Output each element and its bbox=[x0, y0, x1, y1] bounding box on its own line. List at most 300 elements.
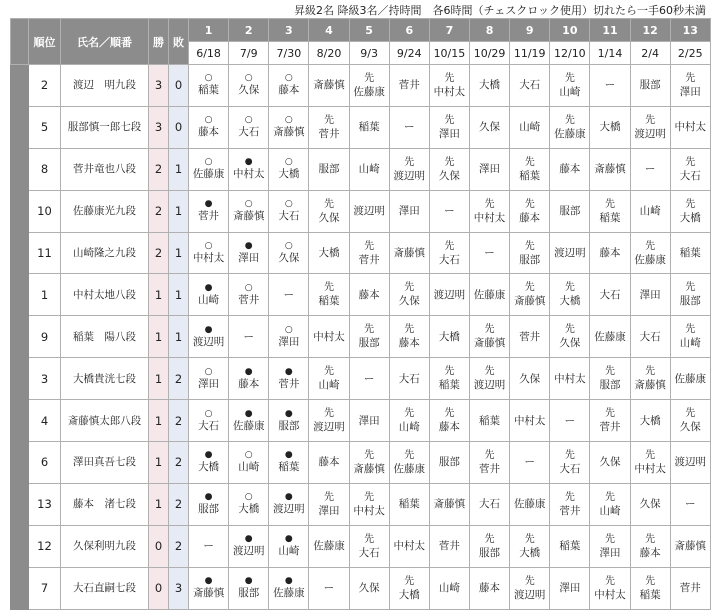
game-cell bbox=[309, 106, 349, 148]
game-cell bbox=[229, 525, 269, 567]
game-cell bbox=[510, 148, 550, 190]
opponent-name: ー bbox=[283, 288, 295, 301]
game-cell bbox=[429, 106, 469, 148]
row-marker bbox=[11, 358, 29, 400]
round-date: 6/18 bbox=[189, 42, 229, 65]
sente-mark: 先 bbox=[564, 449, 575, 461]
round-number-header: 5 bbox=[349, 19, 389, 42]
game-cell bbox=[349, 148, 389, 190]
loss-mark: ● bbox=[204, 576, 213, 587]
rank-cell: 7 bbox=[29, 567, 61, 609]
opponent-name: 大橋 bbox=[599, 121, 621, 134]
round-number-header: 3 bbox=[269, 19, 309, 42]
opponent-name: 稲葉 bbox=[599, 211, 621, 224]
table-row bbox=[11, 274, 711, 316]
round-date: 9/3 bbox=[349, 42, 389, 65]
sente-mark: 先 bbox=[404, 324, 415, 336]
player-name: 大石直嗣七段 bbox=[61, 567, 149, 609]
opponent-name: 渡辺明 bbox=[674, 456, 706, 469]
game-cell bbox=[389, 400, 429, 442]
row-marker bbox=[11, 567, 29, 609]
game-cell bbox=[309, 400, 349, 442]
game-cell bbox=[189, 316, 229, 358]
game-cell bbox=[510, 316, 550, 358]
table-row bbox=[11, 65, 711, 107]
opponent-name: 菅井 bbox=[358, 253, 380, 266]
game-cell bbox=[550, 190, 590, 232]
game-cell bbox=[469, 65, 509, 107]
wins-cell: 0 bbox=[149, 525, 169, 567]
opponent-name: 久保 bbox=[398, 295, 420, 308]
loss-mark: ● bbox=[204, 450, 213, 461]
loss-mark: ● bbox=[284, 450, 293, 461]
game-cell bbox=[590, 483, 630, 525]
opponent-name: 菅井 bbox=[278, 377, 300, 390]
wins-cell: 3 bbox=[149, 106, 169, 148]
opponent-name: ー bbox=[644, 163, 656, 176]
opponent-name: 大石 bbox=[278, 210, 300, 223]
game-cell bbox=[510, 274, 550, 316]
win-mark: ○ bbox=[244, 492, 253, 503]
sente-mark: 先 bbox=[484, 198, 495, 210]
game-cell bbox=[550, 525, 590, 567]
game-cell bbox=[229, 316, 269, 358]
game-cell bbox=[389, 316, 429, 358]
opponent-name: 渡辺明 bbox=[513, 588, 546, 601]
rank-cell: 2 bbox=[29, 65, 61, 107]
wins-cell: 1 bbox=[149, 358, 169, 400]
game-cell bbox=[349, 358, 389, 400]
round-date: 2/25 bbox=[670, 42, 710, 65]
opponent-name: 大石 bbox=[599, 288, 621, 301]
game-cell bbox=[510, 106, 550, 148]
opponent-name: 稲葉 bbox=[198, 84, 220, 97]
table-row bbox=[11, 148, 711, 190]
header-wins: 勝 bbox=[149, 19, 169, 65]
sente-mark: 先 bbox=[404, 156, 415, 168]
table-row bbox=[11, 232, 711, 274]
game-cell bbox=[189, 106, 229, 148]
sente-mark: 先 bbox=[604, 198, 615, 210]
sente-mark: 先 bbox=[604, 491, 615, 503]
game-cell bbox=[309, 148, 349, 190]
player-name: 藤本 渚七段 bbox=[61, 483, 149, 525]
table-row bbox=[11, 358, 711, 400]
opponent-name: 斎藤慎 bbox=[273, 126, 305, 139]
game-cell bbox=[429, 65, 469, 107]
loss-mark: ● bbox=[284, 366, 293, 377]
wins-cell: 1 bbox=[149, 483, 169, 525]
opponent-name: ー bbox=[363, 372, 375, 385]
opponent-name: ー bbox=[323, 582, 335, 595]
game-cell bbox=[229, 148, 269, 190]
rank-cell: 8 bbox=[29, 148, 61, 190]
opponent-name: 澤田 bbox=[679, 85, 701, 98]
sente-mark: 先 bbox=[364, 72, 375, 84]
sente-mark: 先 bbox=[484, 533, 495, 545]
opponent-name: 久保 bbox=[238, 84, 260, 97]
sente-mark: 先 bbox=[444, 156, 455, 168]
game-cell bbox=[309, 483, 349, 525]
game-cell bbox=[189, 442, 229, 484]
game-cell bbox=[349, 525, 389, 567]
rank-cell: 10 bbox=[29, 190, 61, 232]
losses-cell: 1 bbox=[169, 190, 189, 232]
opponent-name: 大石 bbox=[358, 546, 380, 559]
win-mark: ○ bbox=[284, 73, 293, 84]
opponent-name: 大橋 bbox=[318, 247, 340, 259]
opponent-name: 渡辺明 bbox=[313, 421, 345, 434]
sente-mark: 先 bbox=[685, 282, 696, 294]
game-cell bbox=[550, 400, 590, 442]
opponent-name: 大橋 bbox=[398, 588, 420, 601]
opponent-name: 大石 bbox=[639, 330, 661, 343]
sente-mark: 先 bbox=[685, 156, 696, 168]
game-cell bbox=[550, 567, 590, 609]
game-cell bbox=[469, 400, 509, 442]
losses-cell: 1 bbox=[169, 148, 189, 190]
opponent-name: 稲葉 bbox=[679, 247, 701, 259]
rank-cell: 1 bbox=[29, 274, 61, 316]
game-cell bbox=[590, 232, 630, 274]
sente-mark: 先 bbox=[645, 114, 656, 126]
sente-mark: 先 bbox=[404, 282, 415, 294]
game-cell bbox=[630, 400, 670, 442]
opponent-name: 中村太 bbox=[594, 588, 626, 601]
game-cell bbox=[269, 400, 309, 442]
win-mark: ○ bbox=[284, 199, 293, 210]
game-cell bbox=[389, 65, 429, 107]
opponent-name: 服部 bbox=[318, 163, 340, 176]
game-cell bbox=[630, 232, 670, 274]
game-cell bbox=[189, 190, 229, 232]
loss-mark: ● bbox=[284, 492, 293, 503]
game-cell bbox=[670, 483, 710, 525]
game-cell bbox=[590, 65, 630, 107]
game-cell bbox=[309, 190, 349, 232]
rank-cell: 6 bbox=[29, 442, 61, 484]
sente-mark: 先 bbox=[323, 366, 334, 378]
wins-cell: 2 bbox=[149, 232, 169, 274]
player-name: 斎藤慎太郎八段 bbox=[61, 400, 149, 442]
win-mark: ○ bbox=[244, 115, 253, 126]
row-marker bbox=[11, 274, 29, 316]
wins-cell: 2 bbox=[149, 190, 169, 232]
game-cell bbox=[309, 525, 349, 567]
opponent-name: 斎藤慎 bbox=[232, 210, 265, 223]
opponent-name: 大橋 bbox=[639, 414, 661, 427]
player-name: 菅井竜也八段 bbox=[61, 148, 149, 190]
win-mark: ○ bbox=[204, 408, 213, 419]
opponent-name: 中村太 bbox=[674, 121, 706, 134]
game-cell bbox=[429, 190, 469, 232]
game-cell bbox=[469, 190, 509, 232]
opponent-name: 佐藤康 bbox=[674, 372, 706, 385]
game-cell bbox=[630, 106, 670, 148]
game-cell bbox=[510, 442, 550, 484]
opponent-name: 斎藤慎 bbox=[513, 295, 546, 308]
game-cell bbox=[550, 316, 590, 358]
opponent-name: 大橋 bbox=[238, 503, 260, 516]
header-name: 氏名／順番 bbox=[61, 19, 149, 65]
header-corner bbox=[11, 19, 29, 65]
loss-mark: ● bbox=[244, 157, 253, 168]
sente-mark: 先 bbox=[524, 198, 535, 210]
game-cell bbox=[229, 358, 269, 400]
sente-mark: 先 bbox=[364, 240, 375, 252]
game-cell bbox=[630, 190, 670, 232]
opponent-name: 斎藤慎 bbox=[473, 337, 506, 350]
row-marker bbox=[11, 106, 29, 148]
player-name: 久保利明九段 bbox=[61, 525, 149, 567]
round-number-header: 9 bbox=[510, 19, 550, 42]
opponent-name: 澤田 bbox=[238, 252, 260, 264]
game-cell bbox=[590, 190, 630, 232]
game-cell bbox=[469, 442, 509, 484]
sente-mark: 先 bbox=[404, 408, 415, 420]
opponent-name: 渡辺明 bbox=[473, 379, 506, 392]
row-marker bbox=[11, 400, 29, 442]
wins-cell: 1 bbox=[149, 274, 169, 316]
sente-mark: 先 bbox=[323, 282, 334, 294]
game-cell bbox=[389, 274, 429, 316]
rank-cell: 4 bbox=[29, 400, 61, 442]
sente-mark: 先 bbox=[564, 114, 575, 126]
game-cell bbox=[269, 274, 309, 316]
sente-mark: 先 bbox=[484, 366, 495, 378]
opponent-name: 澤田 bbox=[438, 127, 460, 140]
game-cell bbox=[429, 232, 469, 274]
round-number-header: 13 bbox=[670, 19, 710, 42]
game-cell bbox=[429, 358, 469, 400]
sente-mark: 先 bbox=[323, 114, 334, 126]
game-cell bbox=[269, 190, 309, 232]
opponent-name: 大石 bbox=[438, 253, 460, 266]
opponent-name: 菅井 bbox=[398, 79, 420, 92]
opponent-name: 大石 bbox=[398, 372, 420, 385]
round-date: 7/9 bbox=[229, 42, 269, 65]
player-name: 澤田真吾七段 bbox=[61, 442, 149, 484]
table-row bbox=[11, 400, 711, 442]
rank-cell: 11 bbox=[29, 232, 61, 274]
game-cell bbox=[670, 106, 710, 148]
round-date: 11/19 bbox=[510, 42, 550, 65]
game-cell bbox=[349, 65, 389, 107]
rank-cell: 3 bbox=[29, 358, 61, 400]
table-row bbox=[11, 106, 711, 148]
win-mark: ○ bbox=[204, 241, 213, 251]
opponent-name: 佐藤康 bbox=[353, 85, 385, 98]
loss-mark: ● bbox=[244, 534, 253, 545]
game-cell bbox=[189, 232, 229, 274]
header-losses: 敗 bbox=[169, 19, 189, 65]
opponent-name: 大石 bbox=[559, 462, 581, 475]
wins-cell: 1 bbox=[149, 316, 169, 358]
game-cell bbox=[670, 232, 710, 274]
opponent-name: 大橋 bbox=[479, 79, 501, 92]
game-cell bbox=[550, 274, 590, 316]
sente-mark: 先 bbox=[604, 533, 615, 545]
opponent-name: 澤田 bbox=[198, 377, 220, 390]
game-cell bbox=[469, 567, 509, 609]
loss-mark: ● bbox=[204, 492, 213, 503]
win-mark: ○ bbox=[244, 282, 253, 293]
opponent-name: 服部 bbox=[278, 419, 300, 432]
game-cell bbox=[309, 567, 349, 609]
opponent-name: 服部 bbox=[559, 205, 581, 218]
round-number-header: 10 bbox=[550, 19, 590, 42]
opponent-name: 大石 bbox=[238, 126, 260, 139]
opponent-name: 菅井 bbox=[198, 210, 220, 223]
game-cell bbox=[590, 358, 630, 400]
game-cell bbox=[429, 483, 469, 525]
game-cell bbox=[309, 442, 349, 484]
opponent-name: 藤本 bbox=[398, 337, 420, 350]
sente-mark: 先 bbox=[524, 575, 535, 587]
game-cell bbox=[229, 274, 269, 316]
header-rank: 順位 bbox=[29, 19, 61, 65]
opponent-name: 澤田 bbox=[479, 163, 501, 176]
game-cell bbox=[630, 442, 670, 484]
game-cell bbox=[429, 442, 469, 484]
rank-cell: 13 bbox=[29, 483, 61, 525]
game-cell bbox=[510, 232, 550, 274]
game-cell bbox=[269, 567, 309, 609]
sente-mark: 先 bbox=[323, 408, 334, 420]
game-cell bbox=[510, 567, 550, 609]
row-marker bbox=[11, 148, 29, 190]
opponent-name: 大橋 bbox=[198, 461, 220, 474]
sente-mark: 先 bbox=[685, 198, 696, 210]
round-date: 12/10 bbox=[550, 42, 590, 65]
opponent-name: ー bbox=[685, 498, 696, 511]
opponent-name: 澤田 bbox=[398, 205, 420, 218]
row-marker bbox=[11, 65, 29, 107]
opponent-name: 藤本 bbox=[599, 247, 621, 259]
opponent-name: 藤本 bbox=[479, 582, 501, 595]
game-cell bbox=[550, 483, 590, 525]
win-mark: ○ bbox=[204, 115, 213, 126]
opponent-name: 渡辺明 bbox=[634, 127, 666, 140]
game-cell bbox=[469, 148, 509, 190]
game-cell bbox=[389, 442, 429, 484]
sente-mark: 先 bbox=[604, 575, 615, 587]
win-mark: ○ bbox=[204, 73, 213, 84]
row-marker bbox=[11, 442, 29, 484]
game-cell bbox=[349, 106, 389, 148]
win-mark: ○ bbox=[244, 450, 253, 461]
sente-mark: 先 bbox=[444, 114, 455, 126]
game-cell bbox=[630, 567, 670, 609]
opponent-name: 斎藤慎 bbox=[594, 163, 626, 176]
game-cell bbox=[229, 442, 269, 484]
opponent-name: 中村太 bbox=[634, 462, 666, 475]
opponent-name: 稲葉 bbox=[479, 414, 501, 427]
game-cell bbox=[309, 65, 349, 107]
game-cell bbox=[229, 483, 269, 525]
game-cell bbox=[389, 525, 429, 567]
sente-mark: 先 bbox=[604, 408, 615, 420]
wins-cell: 1 bbox=[149, 400, 169, 442]
header-row-rounds bbox=[11, 19, 711, 42]
opponent-name: 菅井 bbox=[479, 462, 501, 475]
round-date: 10/29 bbox=[469, 42, 509, 65]
game-cell bbox=[189, 400, 229, 442]
opponent-name: 藤本 bbox=[318, 456, 340, 469]
round-date: 1/14 bbox=[590, 42, 630, 65]
sente-mark: 先 bbox=[364, 533, 375, 545]
game-cell bbox=[269, 65, 309, 107]
sente-mark: 先 bbox=[444, 366, 455, 378]
opponent-name: 稲葉 bbox=[639, 588, 661, 601]
losses-cell: 1 bbox=[169, 316, 189, 358]
game-cell bbox=[229, 190, 269, 232]
opponent-name: 中村太 bbox=[433, 85, 466, 98]
opponent-name: 中村太 bbox=[232, 168, 265, 181]
losses-cell: 0 bbox=[169, 65, 189, 107]
game-cell bbox=[389, 148, 429, 190]
round-date: 10/15 bbox=[429, 42, 469, 65]
opponent-name: 稲葉 bbox=[559, 540, 581, 553]
opponent-name: 菅井 bbox=[599, 421, 621, 434]
opponent-name: 服部 bbox=[358, 337, 380, 350]
row-marker bbox=[11, 483, 29, 525]
game-cell bbox=[429, 525, 469, 567]
game-cell bbox=[189, 65, 229, 107]
sente-mark: 先 bbox=[564, 282, 575, 294]
game-cell bbox=[550, 442, 590, 484]
player-name: 大橋貴洸七段 bbox=[61, 358, 149, 400]
opponent-name: 大橋 bbox=[559, 295, 581, 308]
opponent-name: 澤田 bbox=[358, 414, 380, 427]
game-cell bbox=[189, 525, 229, 567]
sente-mark: 先 bbox=[604, 366, 615, 378]
opponent-name: 渡辺明 bbox=[554, 247, 586, 259]
opponent-name: 稲葉 bbox=[358, 121, 380, 134]
game-cell bbox=[630, 148, 670, 190]
game-cell bbox=[429, 148, 469, 190]
opponent-name: 佐藤康 bbox=[192, 168, 225, 181]
game-cell bbox=[349, 232, 389, 274]
game-cell bbox=[189, 567, 229, 609]
game-cell bbox=[469, 106, 509, 148]
opponent-name: ー bbox=[524, 456, 535, 469]
game-cell bbox=[670, 274, 710, 316]
sente-mark: 先 bbox=[524, 156, 535, 168]
sente-mark: 先 bbox=[404, 575, 415, 587]
game-cell bbox=[469, 274, 509, 316]
loss-mark: ● bbox=[244, 576, 253, 587]
opponent-name: 中村太 bbox=[353, 504, 385, 517]
sente-mark: 先 bbox=[444, 240, 455, 252]
opponent-name: 久保 bbox=[639, 498, 661, 511]
game-cell bbox=[469, 316, 509, 358]
game-cell bbox=[309, 358, 349, 400]
game-cell bbox=[269, 358, 309, 400]
opponent-name: 澤田 bbox=[278, 335, 300, 348]
losses-cell: 2 bbox=[169, 525, 189, 567]
sente-mark: 先 bbox=[645, 533, 656, 545]
opponent-name: 山崎 bbox=[519, 121, 541, 134]
opponent-name: 久保 bbox=[519, 372, 541, 385]
opponent-name: 久保 bbox=[278, 252, 300, 264]
game-cell bbox=[229, 232, 269, 274]
game-cell bbox=[189, 358, 229, 400]
game-cell bbox=[550, 358, 590, 400]
player-name: 稲葉 陽八段 bbox=[61, 316, 149, 358]
wins-cell: 0 bbox=[149, 567, 169, 609]
opponent-name: 中村太 bbox=[473, 211, 506, 224]
